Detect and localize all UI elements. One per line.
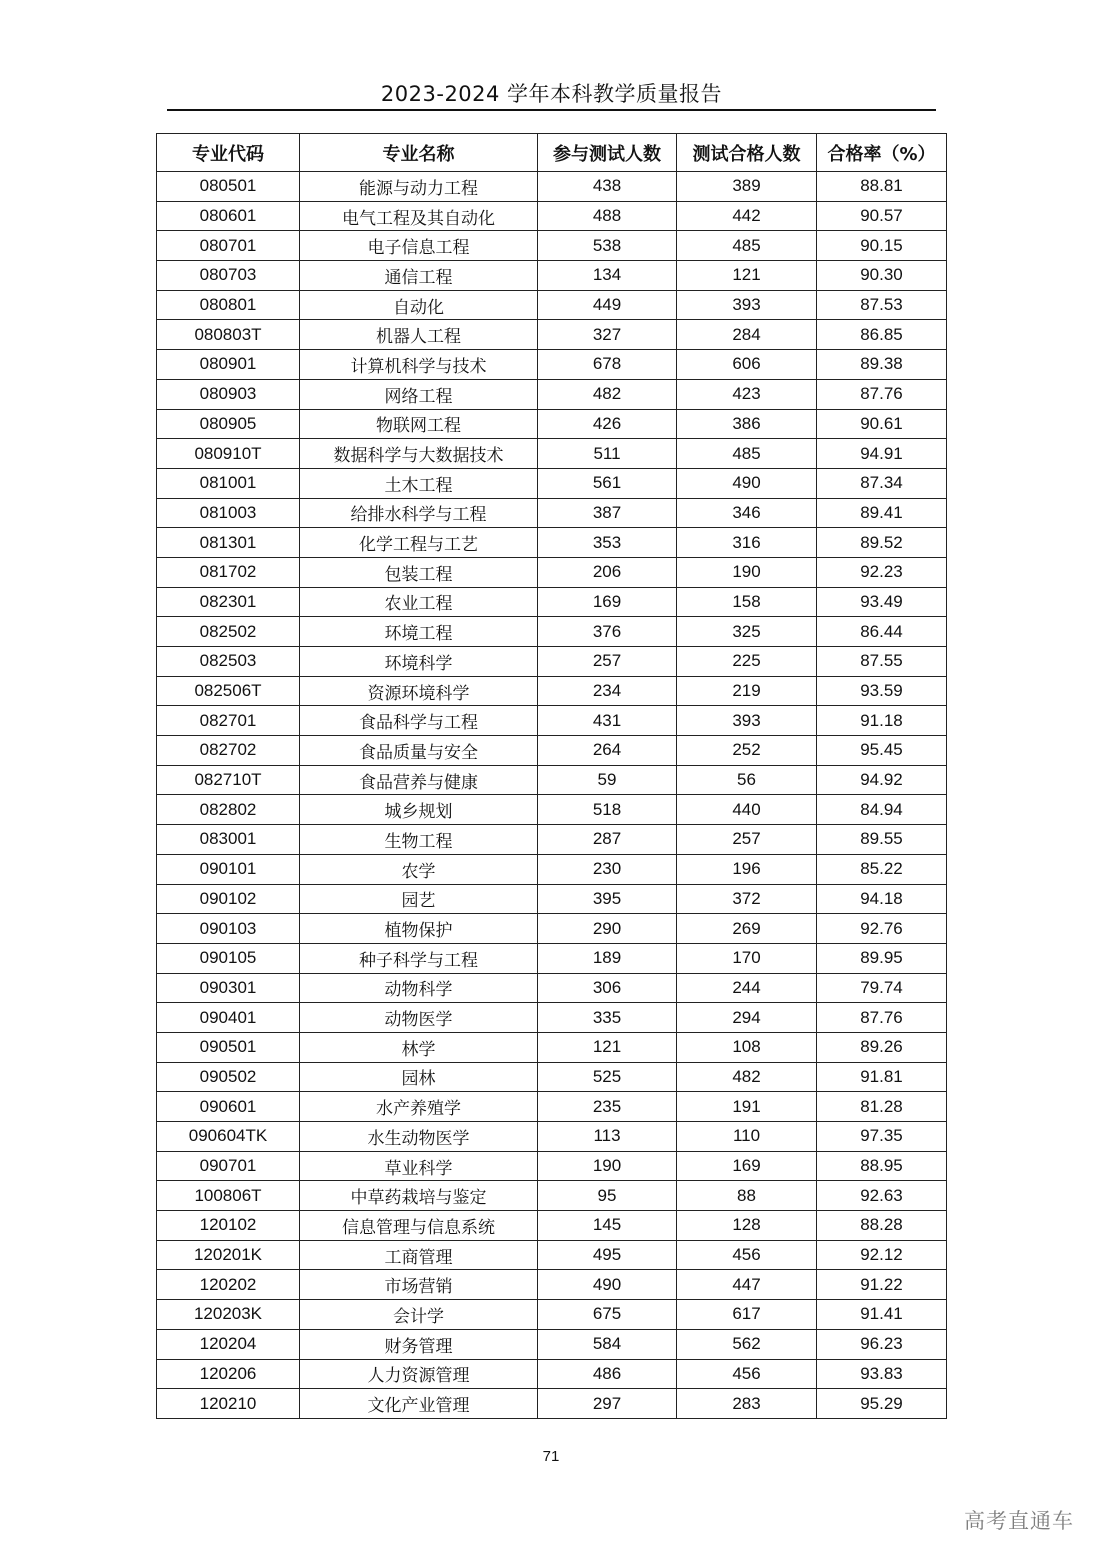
cell-rate: 88.95 — [817, 1151, 947, 1181]
cell-name: 动物科学 — [300, 973, 538, 1003]
cell-code: 081001 — [157, 468, 300, 498]
cell-tested: 518 — [538, 795, 677, 825]
cell-name: 电子信息工程 — [300, 231, 538, 261]
cell-name: 市场营销 — [300, 1270, 538, 1300]
table-row — [157, 231, 947, 261]
cell-passed: 88 — [677, 1181, 817, 1211]
cell-tested: 121 — [538, 1032, 677, 1062]
cell-name: 文化产业管理 — [300, 1389, 538, 1419]
cell-tested: 538 — [538, 231, 677, 261]
table-row — [157, 261, 947, 291]
cell-name: 给排水科学与工程 — [300, 498, 538, 528]
cell-rate: 95.45 — [817, 736, 947, 766]
table-row — [157, 765, 947, 795]
cell-rate: 97.35 — [817, 1122, 947, 1152]
cell-rate: 87.55 — [817, 647, 947, 677]
cell-tested: 488 — [538, 201, 677, 231]
table-row — [157, 1240, 947, 1270]
cell-code: 082701 — [157, 706, 300, 736]
table-row — [157, 854, 947, 884]
cell-rate: 92.23 — [817, 557, 947, 587]
cell-code: 090101 — [157, 854, 300, 884]
cell-tested: 335 — [538, 1003, 677, 1033]
cell-tested: 525 — [538, 1062, 677, 1092]
cell-passed: 606 — [677, 350, 817, 380]
cell-tested: 257 — [538, 647, 677, 677]
cell-rate: 94.18 — [817, 884, 947, 914]
header-rule — [167, 109, 936, 111]
cell-rate: 79.74 — [817, 973, 947, 1003]
cell-passed: 485 — [677, 231, 817, 261]
cell-tested: 486 — [538, 1359, 677, 1389]
cell-name: 生物工程 — [300, 825, 538, 855]
cell-tested: 206 — [538, 557, 677, 587]
cell-passed: 169 — [677, 1151, 817, 1181]
cell-name: 园艺 — [300, 884, 538, 914]
cell-tested: 169 — [538, 587, 677, 617]
cell-code: 090102 — [157, 884, 300, 914]
cell-passed: 191 — [677, 1092, 817, 1122]
cell-rate: 89.26 — [817, 1032, 947, 1062]
cell-name: 水产养殖学 — [300, 1092, 538, 1122]
cell-tested: 287 — [538, 825, 677, 855]
cell-passed: 393 — [677, 706, 817, 736]
cell-passed: 252 — [677, 736, 817, 766]
cell-tested: 234 — [538, 676, 677, 706]
cell-passed: 269 — [677, 914, 817, 944]
table-row — [157, 439, 947, 469]
cell-code: 090301 — [157, 973, 300, 1003]
cell-code: 120202 — [157, 1270, 300, 1300]
cell-rate: 91.18 — [817, 706, 947, 736]
cell-rate: 91.81 — [817, 1062, 947, 1092]
cell-name: 数据科学与大数据技术 — [300, 439, 538, 469]
table-row — [157, 973, 947, 1003]
cell-name: 土木工程 — [300, 468, 538, 498]
table-row — [157, 706, 947, 736]
table-row — [157, 290, 947, 320]
cell-name: 林学 — [300, 1032, 538, 1062]
cell-name: 种子科学与工程 — [300, 943, 538, 973]
table-row — [157, 795, 947, 825]
cell-name: 植物保护 — [300, 914, 538, 944]
cell-code: 120102 — [157, 1211, 300, 1241]
cell-code: 080905 — [157, 409, 300, 439]
cell-passed: 617 — [677, 1300, 817, 1330]
cell-rate: 87.53 — [817, 290, 947, 320]
cell-tested: 438 — [538, 172, 677, 202]
cell-code: 090103 — [157, 914, 300, 944]
column-header-tested: 参与测试人数 — [538, 134, 677, 172]
cell-passed: 423 — [677, 379, 817, 409]
cell-passed: 325 — [677, 617, 817, 647]
cell-code: 120206 — [157, 1359, 300, 1389]
cell-passed: 442 — [677, 201, 817, 231]
cell-code: 080501 — [157, 172, 300, 202]
cell-tested: 306 — [538, 973, 677, 1003]
cell-rate: 90.30 — [817, 261, 947, 291]
cell-tested: 495 — [538, 1240, 677, 1270]
table-row — [157, 825, 947, 855]
cell-rate: 91.22 — [817, 1270, 947, 1300]
table-row — [157, 1003, 947, 1033]
watermark: 高考直通车 — [964, 1509, 1074, 1533]
table-row — [157, 617, 947, 647]
cell-passed: 294 — [677, 1003, 817, 1033]
cell-passed: 257 — [677, 825, 817, 855]
cell-name: 自动化 — [300, 290, 538, 320]
cell-name: 资源环境科学 — [300, 676, 538, 706]
table-row — [157, 1359, 947, 1389]
table-row — [157, 884, 947, 914]
cell-name: 动物医学 — [300, 1003, 538, 1033]
cell-code: 082502 — [157, 617, 300, 647]
cell-tested: 395 — [538, 884, 677, 914]
cell-code: 120201K — [157, 1240, 300, 1270]
cell-passed: 108 — [677, 1032, 817, 1062]
table-row — [157, 1151, 947, 1181]
cell-passed: 196 — [677, 854, 817, 884]
cell-tested: 490 — [538, 1270, 677, 1300]
cell-name: 化学工程与工艺 — [300, 528, 538, 558]
cell-rate: 81.28 — [817, 1092, 947, 1122]
table-row — [157, 676, 947, 706]
table-row — [157, 468, 947, 498]
cell-passed: 456 — [677, 1240, 817, 1270]
cell-passed: 190 — [677, 557, 817, 587]
cell-code: 120204 — [157, 1329, 300, 1359]
cell-name: 食品科学与工程 — [300, 706, 538, 736]
column-header-passed: 测试合格人数 — [677, 134, 817, 172]
cell-rate: 94.92 — [817, 765, 947, 795]
table-row — [157, 943, 947, 973]
cell-passed: 128 — [677, 1211, 817, 1241]
cell-code: 080703 — [157, 261, 300, 291]
cell-passed: 389 — [677, 172, 817, 202]
table-row — [157, 172, 947, 202]
cell-tested: 678 — [538, 350, 677, 380]
cell-code: 082710T — [157, 765, 300, 795]
cell-name: 会计学 — [300, 1300, 538, 1330]
cell-code: 090601 — [157, 1092, 300, 1122]
cell-passed: 447 — [677, 1270, 817, 1300]
cell-tested: 190 — [538, 1151, 677, 1181]
cell-code: 090501 — [157, 1032, 300, 1062]
cell-passed: 170 — [677, 943, 817, 973]
cell-tested: 426 — [538, 409, 677, 439]
cell-rate: 87.76 — [817, 1003, 947, 1033]
cell-tested: 264 — [538, 736, 677, 766]
table-body — [157, 172, 947, 1419]
cell-code: 080803T — [157, 320, 300, 350]
cell-tested: 145 — [538, 1211, 677, 1241]
cell-name: 食品营养与健康 — [300, 765, 538, 795]
table-row — [157, 498, 947, 528]
table-row — [157, 914, 947, 944]
cell-passed: 440 — [677, 795, 817, 825]
page-number: 71 — [542, 1448, 560, 1465]
table-row — [157, 647, 947, 677]
cell-code: 090604TK — [157, 1122, 300, 1152]
cell-code: 120210 — [157, 1389, 300, 1419]
cell-tested: 387 — [538, 498, 677, 528]
cell-code: 082301 — [157, 587, 300, 617]
cell-code: 090401 — [157, 1003, 300, 1033]
cell-rate: 88.81 — [817, 172, 947, 202]
cell-passed: 346 — [677, 498, 817, 528]
cell-name: 包装工程 — [300, 557, 538, 587]
cell-name: 水生动物医学 — [300, 1122, 538, 1152]
cell-rate: 90.57 — [817, 201, 947, 231]
table-row — [157, 1092, 947, 1122]
cell-code: 082702 — [157, 736, 300, 766]
cell-name: 机器人工程 — [300, 320, 538, 350]
cell-code: 082506T — [157, 676, 300, 706]
cell-tested: 376 — [538, 617, 677, 647]
cell-passed: 219 — [677, 676, 817, 706]
cell-rate: 89.52 — [817, 528, 947, 558]
cell-name: 工商管理 — [300, 1240, 538, 1270]
cell-rate: 93.83 — [817, 1359, 947, 1389]
cell-rate: 86.44 — [817, 617, 947, 647]
cell-name: 城乡规划 — [300, 795, 538, 825]
cell-code: 120203K — [157, 1300, 300, 1330]
cell-name: 草业科学 — [300, 1151, 538, 1181]
cell-name: 园林 — [300, 1062, 538, 1092]
cell-code: 081702 — [157, 557, 300, 587]
cell-rate: 96.23 — [817, 1329, 947, 1359]
cell-tested: 230 — [538, 854, 677, 884]
cell-rate: 89.95 — [817, 943, 947, 973]
cell-passed: 393 — [677, 290, 817, 320]
cell-name: 人力资源管理 — [300, 1359, 538, 1389]
table-row — [157, 1211, 947, 1241]
cell-tested: 561 — [538, 468, 677, 498]
table-row — [157, 1062, 947, 1092]
cell-passed: 244 — [677, 973, 817, 1003]
cell-name: 通信工程 — [300, 261, 538, 291]
cell-rate: 92.12 — [817, 1240, 947, 1270]
cell-code: 082802 — [157, 795, 300, 825]
cell-tested: 449 — [538, 290, 677, 320]
cell-code: 080601 — [157, 201, 300, 231]
cell-rate: 89.38 — [817, 350, 947, 380]
cell-code: 080901 — [157, 350, 300, 380]
cell-tested: 482 — [538, 379, 677, 409]
cell-passed: 121 — [677, 261, 817, 291]
column-header-name: 专业名称 — [300, 134, 538, 172]
cell-rate: 94.91 — [817, 439, 947, 469]
cell-name: 农学 — [300, 854, 538, 884]
cell-tested: 584 — [538, 1329, 677, 1359]
column-header-rate: 合格率（%） — [817, 134, 947, 172]
cell-name: 电气工程及其自动化 — [300, 201, 538, 231]
cell-code: 083001 — [157, 825, 300, 855]
cell-tested: 290 — [538, 914, 677, 944]
table-row — [157, 1329, 947, 1359]
cell-rate: 90.61 — [817, 409, 947, 439]
table-row — [157, 1181, 947, 1211]
table-header-row — [157, 134, 947, 172]
cell-rate: 87.76 — [817, 379, 947, 409]
cell-tested: 431 — [538, 706, 677, 736]
cell-passed: 456 — [677, 1359, 817, 1389]
table-row — [157, 1122, 947, 1152]
table-row — [157, 1300, 947, 1330]
cell-tested: 235 — [538, 1092, 677, 1122]
cell-passed: 372 — [677, 884, 817, 914]
cell-name: 能源与动力工程 — [300, 172, 538, 202]
cell-passed: 284 — [677, 320, 817, 350]
cell-name: 环境工程 — [300, 617, 538, 647]
cell-rate: 89.41 — [817, 498, 947, 528]
column-header-code: 专业代码 — [157, 134, 300, 172]
table-row — [157, 557, 947, 587]
cell-code: 081301 — [157, 528, 300, 558]
cell-name: 信息管理与信息系统 — [300, 1211, 538, 1241]
table-row — [157, 1389, 947, 1419]
cell-name: 网络工程 — [300, 379, 538, 409]
cell-name: 物联网工程 — [300, 409, 538, 439]
cell-code: 100806T — [157, 1181, 300, 1211]
cell-name: 中草药栽培与鉴定 — [300, 1181, 538, 1211]
cell-passed: 56 — [677, 765, 817, 795]
table-row — [157, 1032, 947, 1062]
cell-name: 计算机科学与技术 — [300, 350, 538, 380]
cell-rate: 92.76 — [817, 914, 947, 944]
cell-tested: 189 — [538, 943, 677, 973]
cell-rate: 86.85 — [817, 320, 947, 350]
cell-tested: 59 — [538, 765, 677, 795]
cell-rate: 85.22 — [817, 854, 947, 884]
cell-tested: 511 — [538, 439, 677, 469]
cell-code: 080701 — [157, 231, 300, 261]
cell-passed: 283 — [677, 1389, 817, 1419]
cell-passed: 386 — [677, 409, 817, 439]
table-row — [157, 350, 947, 380]
cell-passed: 562 — [677, 1329, 817, 1359]
cell-code: 082503 — [157, 647, 300, 677]
cell-passed: 490 — [677, 468, 817, 498]
table-row — [157, 379, 947, 409]
table-row — [157, 587, 947, 617]
cell-tested: 353 — [538, 528, 677, 558]
table-row — [157, 409, 947, 439]
cell-tested: 675 — [538, 1300, 677, 1330]
cell-code: 090701 — [157, 1151, 300, 1181]
cell-rate: 90.15 — [817, 231, 947, 261]
cell-passed: 225 — [677, 647, 817, 677]
cell-tested: 297 — [538, 1389, 677, 1419]
cell-code: 090502 — [157, 1062, 300, 1092]
table-row — [157, 201, 947, 231]
cell-rate: 89.55 — [817, 825, 947, 855]
cell-code: 080903 — [157, 379, 300, 409]
cell-rate: 88.28 — [817, 1211, 947, 1241]
cell-name: 农业工程 — [300, 587, 538, 617]
cell-code: 081003 — [157, 498, 300, 528]
table-row — [157, 736, 947, 766]
cell-passed: 485 — [677, 439, 817, 469]
pass-rate-table — [156, 133, 947, 1419]
cell-passed: 482 — [677, 1062, 817, 1092]
cell-code: 080801 — [157, 290, 300, 320]
cell-tested: 113 — [538, 1122, 677, 1152]
cell-passed: 158 — [677, 587, 817, 617]
table-row — [157, 1270, 947, 1300]
cell-rate: 93.59 — [817, 676, 947, 706]
cell-rate: 95.29 — [817, 1389, 947, 1419]
cell-code: 080910T — [157, 439, 300, 469]
cell-rate: 93.49 — [817, 587, 947, 617]
cell-tested: 95 — [538, 1181, 677, 1211]
cell-rate: 92.63 — [817, 1181, 947, 1211]
cell-name: 财务管理 — [300, 1329, 538, 1359]
table-row — [157, 528, 947, 558]
cell-rate: 91.41 — [817, 1300, 947, 1330]
cell-tested: 327 — [538, 320, 677, 350]
cell-name: 食品质量与安全 — [300, 736, 538, 766]
cell-code: 090105 — [157, 943, 300, 973]
cell-name: 环境科学 — [300, 647, 538, 677]
cell-rate: 84.94 — [817, 795, 947, 825]
table-row — [157, 320, 947, 350]
cell-passed: 316 — [677, 528, 817, 558]
cell-tested: 134 — [538, 261, 677, 291]
cell-rate: 87.34 — [817, 468, 947, 498]
report-header: 2023-2024 学年本科教学质量报告 — [380, 82, 723, 106]
cell-passed: 110 — [677, 1122, 817, 1152]
